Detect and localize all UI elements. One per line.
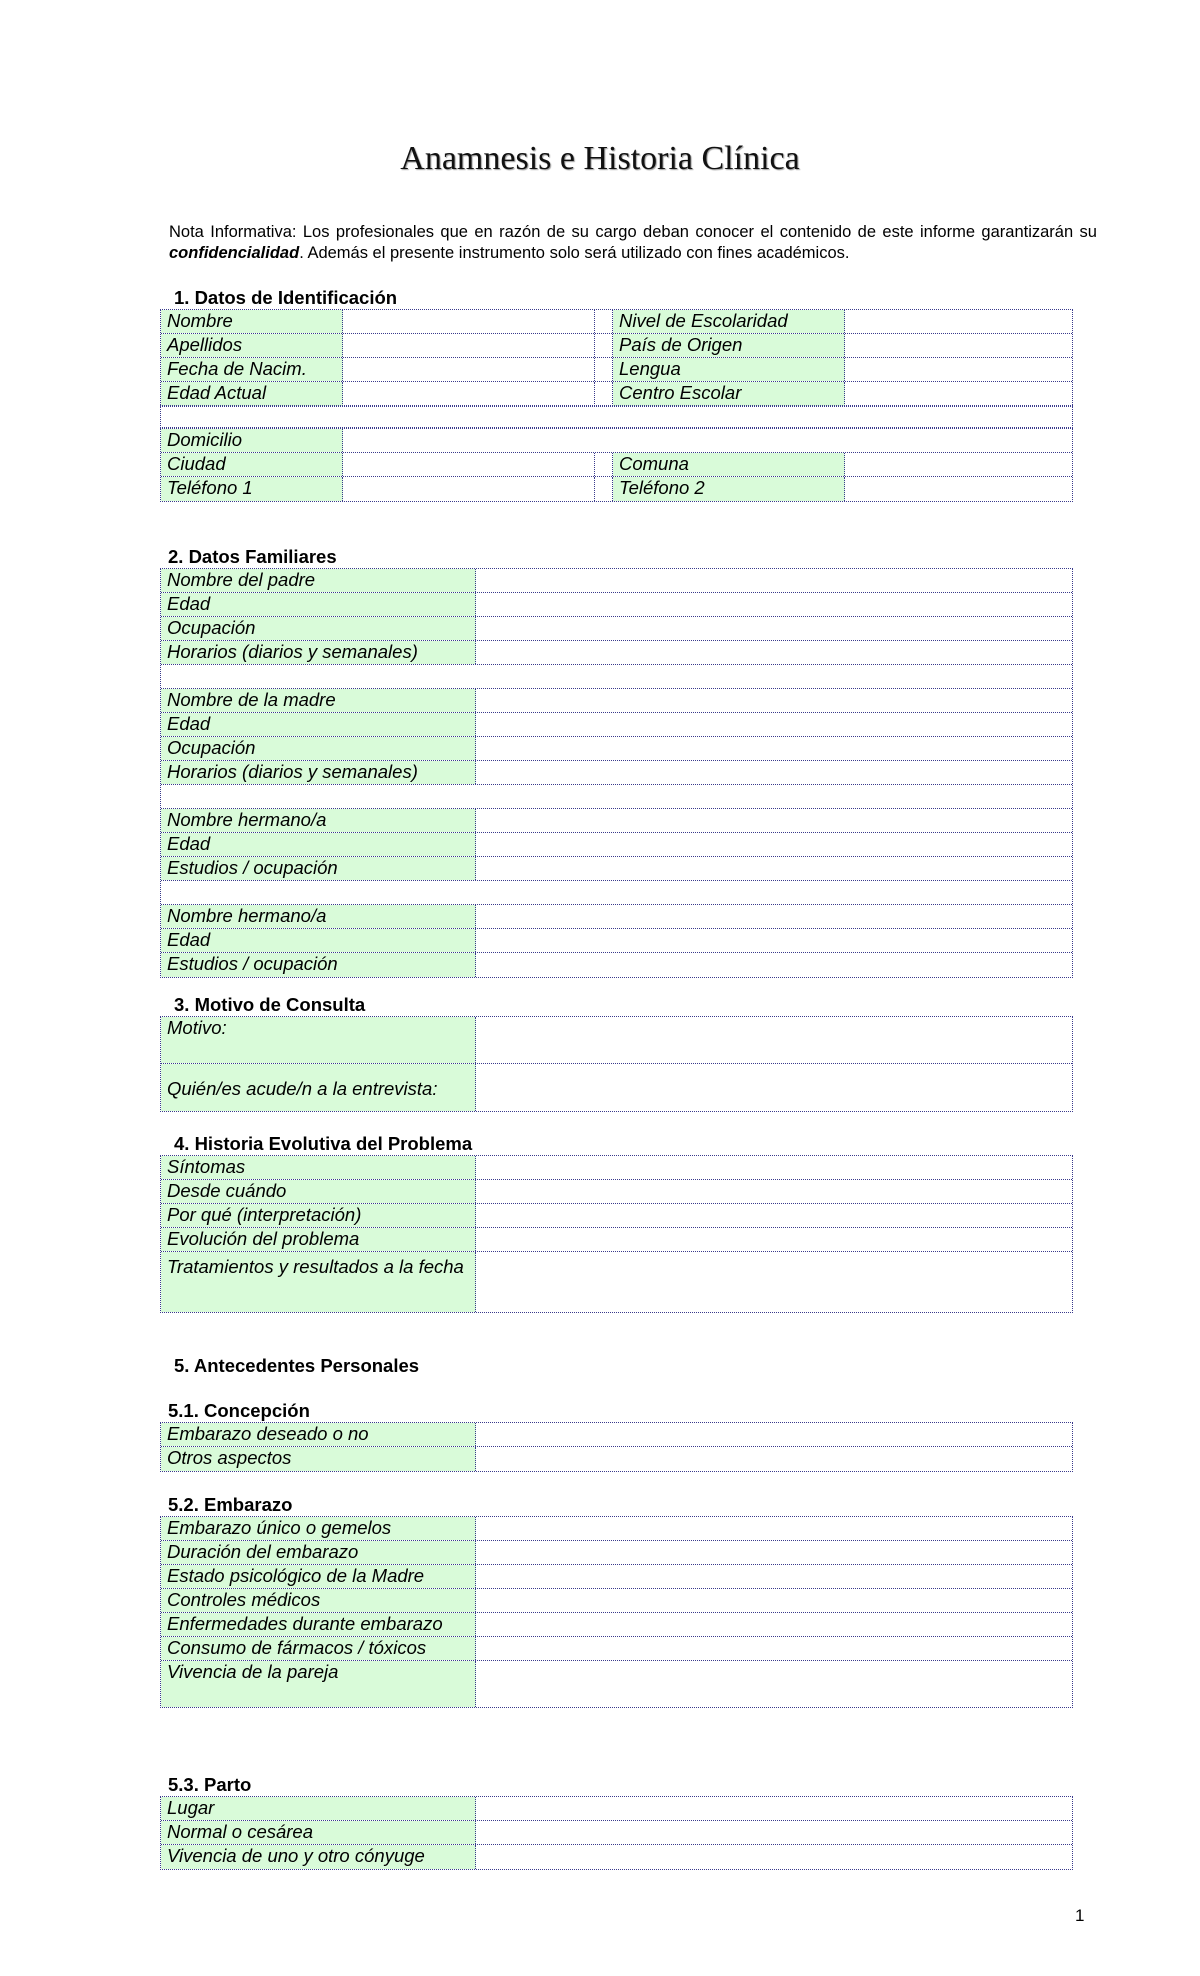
table-row <box>161 689 1072 713</box>
note-text-after: . Además el presente instrumento solo será utilizado con fines académicos. <box>299 244 850 262</box>
field-value[interactable] <box>845 310 1072 333</box>
field-label: Lengua <box>613 358 845 381</box>
field-value[interactable] <box>476 1565 1072 1588</box>
section-consulta-heading: 3. Motivo de Consulta <box>174 994 366 1015</box>
note-text-before: Nota Informativa: Los profesionales que en razón de su cargo deban conocer el contenido de este informe garantizarán su <box>169 223 1097 241</box>
table-row <box>161 477 1072 501</box>
field-label: Estado psicológico de la Madre <box>161 1565 476 1588</box>
field-value[interactable] <box>343 310 595 333</box>
field-value[interactable] <box>476 713 1072 736</box>
table-row <box>161 1821 1072 1845</box>
field-value[interactable] <box>476 1845 1072 1869</box>
field-value[interactable] <box>476 1180 1072 1203</box>
field-label: Apellidos <box>161 334 343 357</box>
table-row <box>161 1156 1072 1180</box>
field-label: Por qué (interpretación) <box>161 1204 476 1227</box>
field-value[interactable] <box>343 453 595 476</box>
table-row <box>161 1017 1072 1064</box>
table-row <box>161 737 1072 761</box>
section-antecedentes-heading: 5. Antecedentes Personales <box>174 1355 420 1376</box>
spacer-cell <box>595 358 613 381</box>
table-row <box>161 905 1072 929</box>
field-label: Otros aspectos <box>161 1447 476 1471</box>
field-value[interactable] <box>476 689 1072 712</box>
field-value[interactable] <box>476 1541 1072 1564</box>
embarazo-table <box>160 1516 1073 1708</box>
field-value[interactable] <box>476 1797 1072 1820</box>
section-familiares-heading: 2. Datos Familiares <box>168 546 337 567</box>
field-value[interactable] <box>845 477 1072 501</box>
table-row <box>161 1228 1072 1252</box>
field-label: Lugar <box>161 1797 476 1820</box>
table-row <box>161 1637 1072 1661</box>
field-label: Nombre del padre <box>161 569 476 592</box>
field-label: Consumo de fármacos / tóxicos <box>161 1637 476 1660</box>
table-row <box>161 429 1072 453</box>
field-value[interactable] <box>476 1204 1072 1227</box>
table-row <box>161 1845 1072 1869</box>
table-row <box>161 1180 1072 1204</box>
field-value[interactable] <box>845 382 1072 406</box>
informative-note <box>169 222 1097 264</box>
table-row <box>161 358 1072 382</box>
field-value[interactable] <box>476 737 1072 760</box>
field-label: Nombre hermano/a <box>161 905 476 928</box>
table-row <box>161 310 1072 334</box>
table-row <box>161 857 1072 881</box>
field-value[interactable] <box>476 1821 1072 1844</box>
field-value[interactable] <box>476 617 1072 640</box>
spacer-cell <box>595 382 613 406</box>
field-value[interactable] <box>476 1252 1072 1312</box>
table-row <box>161 929 1072 953</box>
field-label: Nombre hermano/a <box>161 809 476 832</box>
spacer-row <box>161 665 1072 689</box>
table-row <box>161 1517 1072 1541</box>
table-row <box>161 593 1072 617</box>
table-row <box>161 334 1072 358</box>
field-label: Ciudad <box>161 453 343 476</box>
field-value[interactable] <box>476 1228 1072 1251</box>
table-row <box>161 453 1072 477</box>
field-label: Estudios / ocupación <box>161 953 476 977</box>
field-label: Normal o cesárea <box>161 1821 476 1844</box>
table-row <box>161 1204 1072 1228</box>
identificacion-spacer-row <box>160 405 1073 428</box>
field-label: Estudios / ocupación <box>161 857 476 880</box>
field-label: Edad <box>161 713 476 736</box>
field-label: Horarios (diarios y semanales) <box>161 641 476 664</box>
field-label: Motivo: <box>161 1017 476 1063</box>
note-emphasis: confidencialidad <box>169 244 300 262</box>
field-label: Nombre de la madre <box>161 689 476 712</box>
section-embarazo-heading: 5.2. Embarazo <box>168 1494 293 1515</box>
field-label: Enfermedades durante embarazo <box>161 1613 476 1636</box>
field-value[interactable] <box>845 358 1072 381</box>
table-row <box>161 1252 1072 1312</box>
field-label: Edad Actual <box>161 382 343 406</box>
field-label: Duración del embarazo <box>161 1541 476 1564</box>
field-value[interactable] <box>476 1017 1072 1063</box>
page-number: 1 <box>1075 1906 1085 1925</box>
section-evolutiva-heading: 4. Historia Evolutiva del Problema <box>174 1133 473 1154</box>
section-identificacion-heading: 1. Datos de Identificación <box>174 287 398 308</box>
table-row <box>161 569 1072 593</box>
field-value[interactable] <box>476 1423 1072 1446</box>
domicilio-table <box>160 428 1073 502</box>
field-value[interactable] <box>476 1517 1072 1540</box>
spacer-row <box>161 785 1072 809</box>
field-value[interactable] <box>343 358 595 381</box>
table-row <box>161 1613 1072 1637</box>
spacer-cell <box>595 334 613 357</box>
field-value[interactable] <box>476 593 1072 616</box>
spacer-cell <box>595 453 613 476</box>
field-label: Edad <box>161 833 476 856</box>
table-row <box>161 713 1072 737</box>
table-row <box>161 1423 1072 1447</box>
field-label: País de Origen <box>613 334 845 357</box>
field-label: Tratamientos y resultados a la fecha <box>161 1252 476 1312</box>
field-value[interactable] <box>476 761 1072 784</box>
spacer-cell <box>595 310 613 333</box>
field-label: Edad <box>161 929 476 952</box>
table-row <box>161 617 1072 641</box>
field-label: Edad <box>161 593 476 616</box>
document-title: Anamnesis e Historia Clínica <box>400 140 800 177</box>
field-value[interactable] <box>476 641 1072 664</box>
field-value[interactable] <box>343 382 595 406</box>
field-label: Centro Escolar <box>613 382 845 406</box>
field-value[interactable] <box>845 453 1072 476</box>
field-label: Nombre <box>161 310 343 333</box>
concepcion-table <box>160 1422 1073 1472</box>
field-value[interactable] <box>476 1447 1072 1471</box>
spacer-row <box>161 881 1072 905</box>
field-value[interactable] <box>476 1637 1072 1660</box>
section-concepcion-heading: 5.1. Concepción <box>168 1400 310 1421</box>
field-label: Vivencia de la pareja <box>161 1661 476 1707</box>
field-label: Síntomas <box>161 1156 476 1179</box>
field-value[interactable] <box>476 833 1072 856</box>
field-value[interactable] <box>476 809 1072 832</box>
field-label: Ocupación <box>161 617 476 640</box>
table-row <box>161 1589 1072 1613</box>
table-row <box>161 761 1072 785</box>
field-label: Teléfono 2 <box>613 477 845 501</box>
table-row <box>161 1064 1072 1111</box>
table-row <box>161 1565 1072 1589</box>
consulta-table <box>160 1016 1073 1112</box>
table-row <box>161 953 1072 977</box>
field-value[interactable] <box>476 569 1072 592</box>
table-row <box>161 641 1072 665</box>
field-value[interactable] <box>343 477 595 501</box>
field-value[interactable] <box>476 1661 1072 1707</box>
field-label: Horarios (diarios y semanales) <box>161 761 476 784</box>
table-row <box>161 1447 1072 1471</box>
field-value[interactable] <box>476 1613 1072 1636</box>
identificacion-table <box>160 309 1073 407</box>
field-label: Embarazo único o gemelos <box>161 1517 476 1540</box>
field-label: Embarazo deseado o no <box>161 1423 476 1446</box>
field-label: Quién/es acude/n a la entrevista: <box>161 1064 476 1111</box>
field-label: Evolución del problema <box>161 1228 476 1251</box>
table-row <box>161 1797 1072 1821</box>
parto-table <box>160 1796 1073 1870</box>
field-label: Controles médicos <box>161 1589 476 1612</box>
field-label: Nivel de Escolaridad <box>613 310 845 333</box>
table-row <box>161 833 1072 857</box>
field-label: Vivencia de uno y otro cónyuge <box>161 1845 476 1869</box>
field-value[interactable] <box>476 857 1072 880</box>
table-row <box>161 382 1072 406</box>
field-value[interactable] <box>476 1156 1072 1179</box>
evolutiva-table <box>160 1155 1073 1313</box>
section-parto-heading: 5.3. Parto <box>168 1774 252 1795</box>
field-value[interactable] <box>476 953 1072 977</box>
field-label: Ocupación <box>161 737 476 760</box>
table-row <box>161 809 1072 833</box>
field-label: Fecha de Nacim. <box>161 358 343 381</box>
field-label: Comuna <box>613 453 845 476</box>
field-value[interactable] <box>845 334 1072 357</box>
field-value[interactable] <box>343 429 1072 452</box>
familiares-table <box>160 568 1073 978</box>
field-value[interactable] <box>476 1589 1072 1612</box>
table-row <box>161 1541 1072 1565</box>
field-label: Desde cuándo <box>161 1180 476 1203</box>
field-value[interactable] <box>476 905 1072 928</box>
spacer-cell <box>595 477 613 501</box>
field-label: Domicilio <box>161 429 343 452</box>
field-value[interactable] <box>476 929 1072 952</box>
field-value[interactable] <box>476 1064 1072 1111</box>
field-value[interactable] <box>343 334 595 357</box>
table-row <box>161 1661 1072 1707</box>
field-label: Teléfono 1 <box>161 477 343 501</box>
